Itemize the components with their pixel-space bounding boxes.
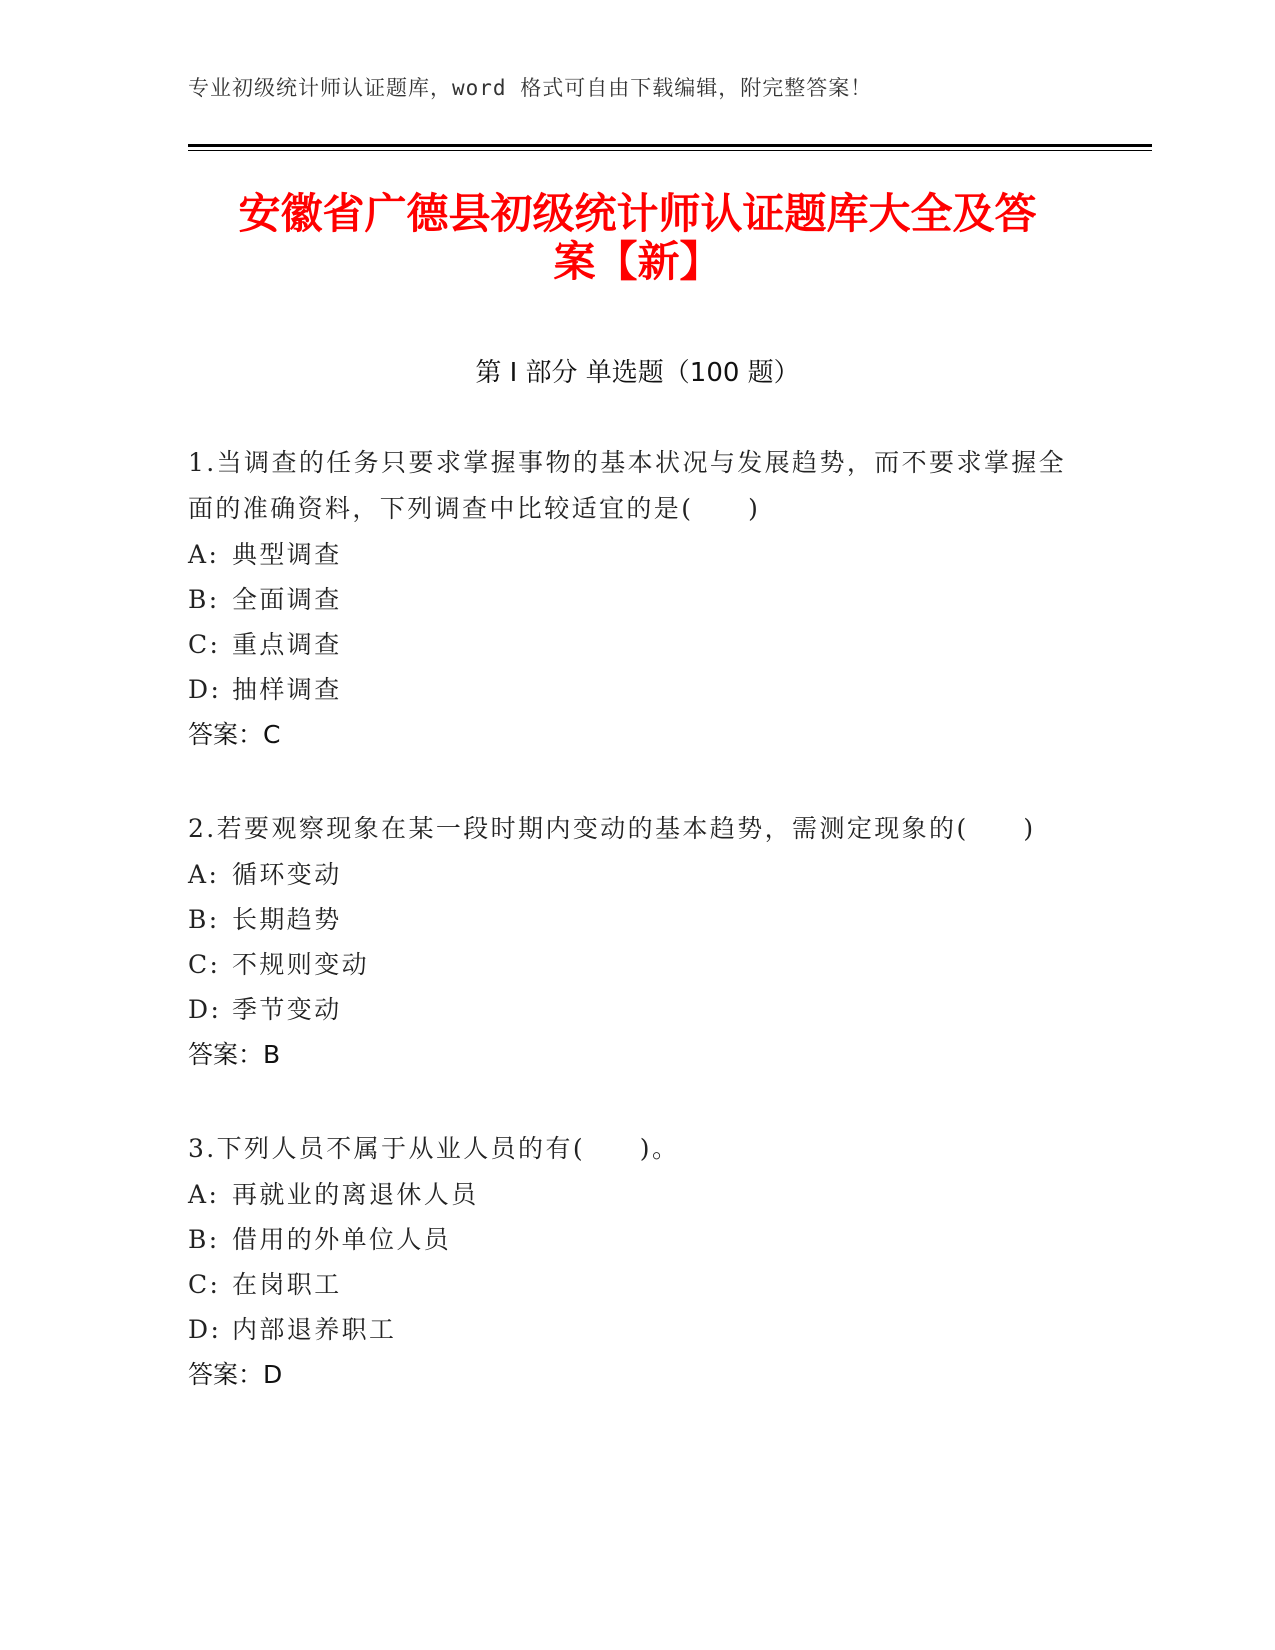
- question-list: [188, 440, 1068, 1446]
- answer: 答案：B: [188, 1040, 281, 1069]
- option-text: 再就业的离退休人员: [232, 1180, 479, 1209]
- question: [188, 1126, 1068, 1398]
- document-title: [150, 190, 1125, 286]
- option-d: [188, 1307, 1068, 1352]
- option-b: [188, 1217, 1068, 1262]
- header-rule-thick: [188, 144, 1152, 147]
- question-stem: 1.当调查的任务只要求掌握事物的基本状况与发展趋势，而不要求掌握全面的准确资料，下列调查中比较适宜的是( ): [188, 448, 1067, 523]
- option-letter: B:: [188, 905, 220, 934]
- option-letter: A:: [188, 860, 220, 889]
- option-text: 循环变动: [232, 860, 342, 889]
- option-text: 借用的外单位人员: [232, 1225, 452, 1254]
- option-b: [188, 897, 1068, 942]
- section-title: 第 I 部分 单选题（100 题）: [475, 358, 800, 388]
- option-a: [188, 852, 1068, 897]
- option-c: [188, 622, 1068, 667]
- answer: 答案：C: [188, 720, 281, 749]
- option-c: [188, 1262, 1068, 1307]
- option-text: 不规则变动: [232, 950, 370, 979]
- option-text: 全面调查: [232, 585, 342, 614]
- option-text: 在岗职工: [232, 1270, 342, 1299]
- header-note: 专业初级统计师认证题库，word 格式可自由下载编辑，附完整答案！: [188, 76, 873, 100]
- option-letter: D:: [188, 675, 222, 704]
- question-stem: 2.若要观察现象在某一段时期内变动的基本趋势，需测定现象的( ): [188, 814, 1036, 843]
- option-letter: D:: [188, 995, 222, 1024]
- document-title-line-1: 安徽省广德县初级统计师认证题库大全及答: [238, 189, 1037, 238]
- option-letter: A:: [188, 540, 220, 569]
- option-text: 重点调查: [232, 630, 342, 659]
- option-text: 长期趋势: [232, 905, 342, 934]
- option-text: 抽样调查: [232, 675, 342, 704]
- option-b: [188, 577, 1068, 622]
- option-c: [188, 942, 1068, 987]
- option-letter: B:: [188, 1225, 220, 1254]
- option-text: 季节变动: [232, 995, 342, 1024]
- option-text: 内部退养职工: [232, 1315, 397, 1344]
- option-text: 典型调查: [232, 540, 342, 569]
- document-title-line-2: 案【新】: [553, 237, 722, 286]
- option-d: [188, 667, 1068, 712]
- option-letter: A:: [188, 1180, 220, 1209]
- question-stem: 3.下列人员不属于从业人员的有( )。: [188, 1134, 680, 1163]
- header-rule-thin: [188, 150, 1152, 151]
- option-d: [188, 987, 1068, 1032]
- option-letter: B:: [188, 585, 220, 614]
- option-letter: C:: [188, 950, 221, 979]
- option-letter: D:: [188, 1315, 222, 1344]
- question: [188, 440, 1068, 758]
- answer: 答案：D: [188, 1360, 283, 1389]
- option-letter: C:: [188, 1270, 221, 1299]
- question: [188, 806, 1068, 1078]
- option-a: [188, 1172, 1068, 1217]
- option-a: [188, 532, 1068, 577]
- option-letter: C:: [188, 630, 221, 659]
